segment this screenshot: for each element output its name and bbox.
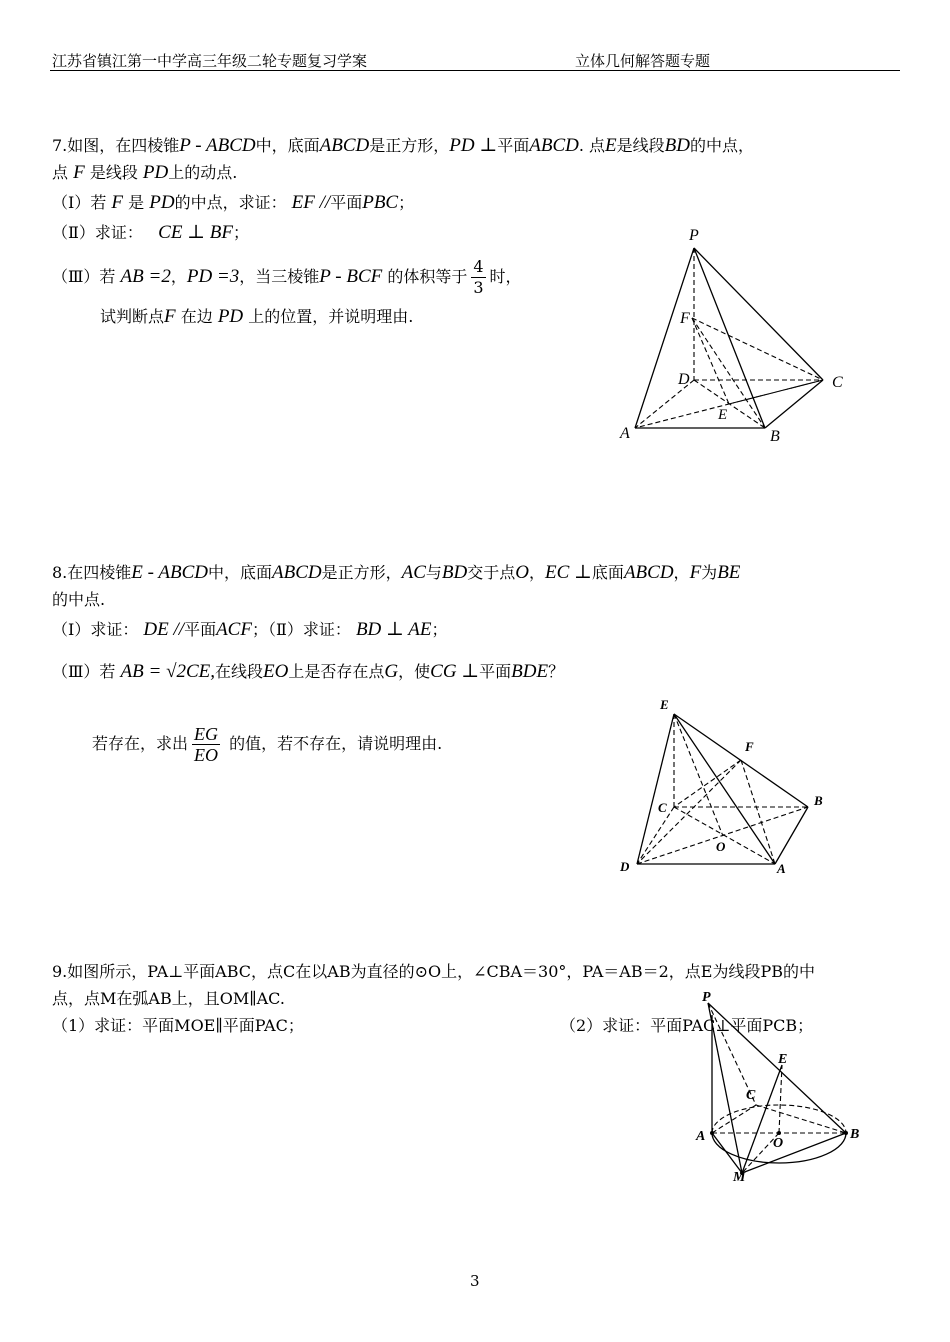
q8-pyramid-figure bbox=[612, 692, 842, 882]
q7-line-2: 点 F 是线段 PD上的动点. bbox=[52, 162, 238, 183]
q8-part-3: （Ⅲ）若 AB = √2CE,在线段EO上是否存在点G，使CG ⊥平面BDE？ bbox=[52, 661, 565, 682]
q8-part-1-2: （Ⅰ）求证： DE //平面ACF；（Ⅱ）求证： BD ⊥ AE； bbox=[52, 619, 448, 640]
q7-label-a: A bbox=[620, 425, 630, 442]
q8-label-d: D bbox=[620, 859, 630, 874]
q9-part-2: （2）求证：平面PAC⊥平面PCB； bbox=[560, 1016, 814, 1035]
q9-line-2: 点，点M在弧AB上，且OM∥AC. bbox=[52, 989, 285, 1008]
q7-label-p: P bbox=[689, 227, 699, 244]
q7-part-1: （Ⅰ）若 F 是 PD的中点，求证： EF //平面PBC； bbox=[52, 192, 415, 213]
q7-part-3-cont: 试判断点F 在边 PD 上的位置，并说明理由. bbox=[100, 306, 414, 327]
q8-label-e: E bbox=[660, 697, 669, 712]
q8-label-c: C bbox=[658, 800, 667, 815]
q9-cone-figure bbox=[690, 985, 880, 1185]
q8-label-f: F bbox=[745, 739, 754, 754]
q7-line-1: 7.如图，在四棱锥P - ABCD中，底面ABCD是正方形，PD ⊥平面ABCD. 点E是线段BD的中点， bbox=[52, 135, 755, 156]
q7-label-c: C bbox=[832, 374, 843, 391]
q8-part-3-cont: 若存在，求出 $\frac{EG}{EO}$ 的值，若不存在，请说明理由. bbox=[92, 723, 443, 765]
q8-fraction: $\frac{EG}{EO}$ bbox=[194, 723, 219, 765]
q9-label-p: P bbox=[702, 990, 711, 1005]
q7-fraction: $\frac{4}{3}$ bbox=[473, 256, 484, 297]
q9-label-b: B bbox=[850, 1127, 860, 1142]
header-left: 江苏省镇江第一中学高三年级二轮专题复习学案 bbox=[52, 52, 368, 70]
q9-part-1: （1）求证：平面MOE∥平面PAC； bbox=[52, 1016, 304, 1035]
q7-label-b: B bbox=[770, 428, 780, 445]
q8-label-a: A bbox=[777, 861, 786, 876]
q7-part-2: （Ⅱ）求证： CE ⊥ BF； bbox=[52, 222, 250, 243]
q8-line-1: 8.在四棱锥E - ABCD中，底面ABCD是正方形，AC与BD交于点O，EC ⊥底面ABCD，F为BE bbox=[52, 562, 741, 583]
header-right: 立体几何解答题专题 bbox=[575, 52, 711, 70]
q8-label-b: B bbox=[814, 793, 823, 808]
q9-label-e: E bbox=[778, 1052, 788, 1067]
q9-label-m: M bbox=[733, 1170, 746, 1185]
q8-line-2: 的中点. bbox=[52, 590, 106, 609]
q7-label-d: D bbox=[678, 371, 690, 388]
q7-part-3: （Ⅲ）若 AB =2 ， PD =3 ，当三棱锥 P - BCF 的体积等于 $\frac{4}{3}$ 时， bbox=[52, 256, 522, 297]
q9-label-o: O bbox=[773, 1136, 784, 1151]
q9-line-1: 9.如图所示，PA⊥平面ABC，点C在以AB为直径的⊙O上，∠CBA＝30°，PA＝AB＝2，点E为线段PB的中 bbox=[52, 962, 815, 981]
q7-pyramid-figure bbox=[610, 220, 870, 450]
page-number: 3 bbox=[470, 1272, 480, 1290]
q9-label-a: A bbox=[696, 1129, 706, 1144]
q8-label-o: O bbox=[716, 839, 726, 854]
q7-label-f: F bbox=[680, 310, 690, 327]
q7-label-e: E bbox=[718, 407, 728, 423]
header-rule bbox=[50, 70, 900, 71]
q9-label-c: C bbox=[746, 1088, 756, 1103]
